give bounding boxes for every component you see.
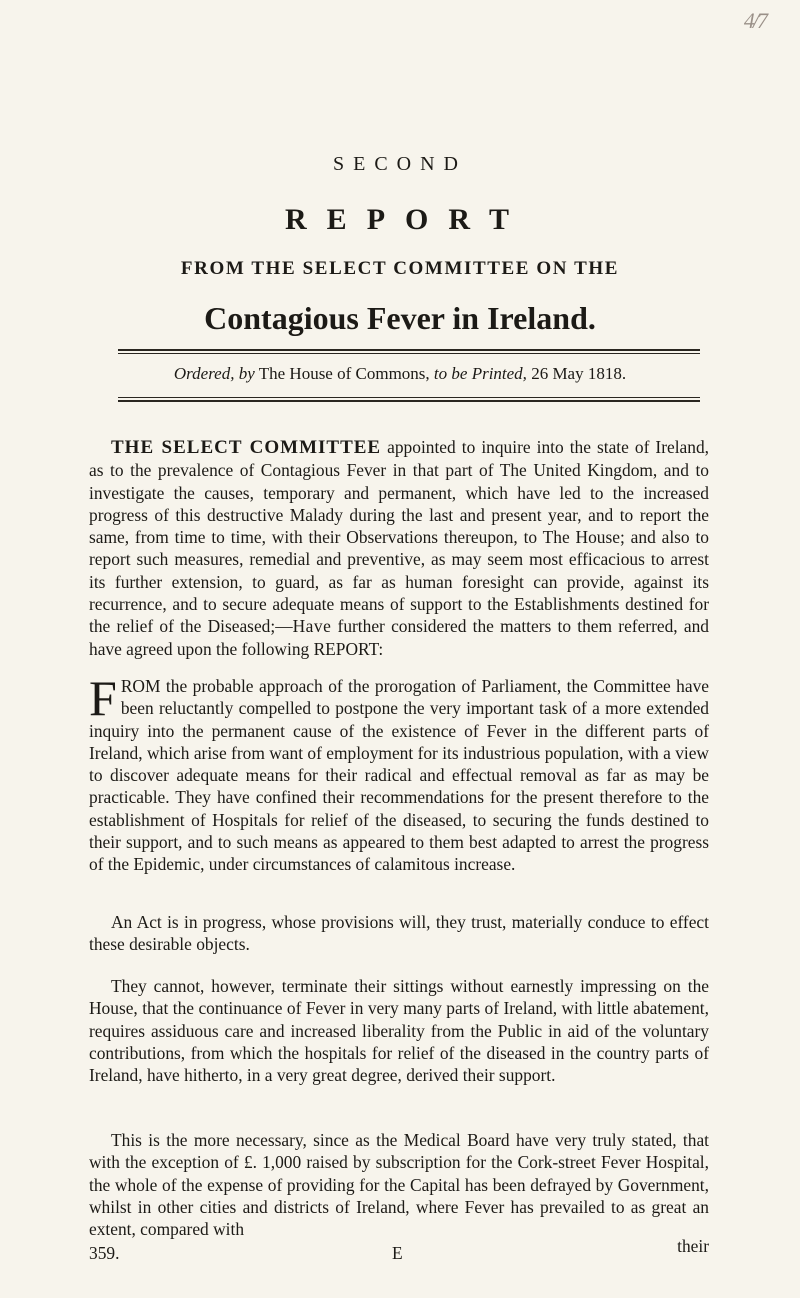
document-title: Contagious Fever in Ireland. xyxy=(204,300,596,336)
committee-report-word: REPORT: xyxy=(313,638,384,659)
heading-from-committee: FROM THE SELECT COMMITTEE ON THE xyxy=(180,258,620,279)
ordered-line xyxy=(0,364,800,384)
committee-have: Have xyxy=(292,616,332,637)
ordered-body: The House of Commons, xyxy=(258,364,430,383)
page-footer xyxy=(89,1236,709,1265)
catchword: their xyxy=(677,1236,709,1256)
signature-mark: E xyxy=(392,1243,403,1263)
ordered-prefix: Ordered, by xyxy=(173,364,255,383)
page-number: 359. xyxy=(89,1243,120,1263)
from-text: ROM the probable approach of the prorogation of Parliament, the Committee have been reluctantly compelled to postpone the very important task of a more extended inquiry into the permanent cause of the existence of Fever in the different parts of Ireland, which arise from want of employment for its industrious population, with a view to discover adequate means for their radical and effectual removal as far as may be practicable. They have confined their recommendations for the present therefore to the establishment of Hospitals for relief of the diseased, to securing the funds destined to their support, and to such means as appeared to them best adapted to arrest the progress of the Epidemic, under circumstances of calamitous increase. xyxy=(89,676,709,875)
paragraph-this: This is the more necessary, since as the Medical Board have very truly stated, that with the exception of £. 1,000 raised by subscription for the Cork-street Fever Hospital, the whole of the expense of providing for the Capital has been defrayed by Government, whilst in other cities and districts of Ireland, where Fever has prevailed to as great an extent, compared with xyxy=(89,1130,709,1240)
ordered-date: 26 May 1818. xyxy=(531,364,627,383)
committee-lead: THE SELECT COMMITTEE xyxy=(111,437,382,458)
ordered-printed: to be Printed, xyxy=(433,364,527,383)
double-rule-bottom xyxy=(118,397,700,402)
heading-report: REPORT xyxy=(285,203,529,236)
committee-text: appointed to inquire into the state of Ireland, as to the prevalence of Contagious Fever in that part of The United Kingdom, and to investigate the causes, temporary and permanent, which have led to the increased progress of this destructive Malady during the last and present year, and to report the same, from time to time, with their Observations thereupon, to The House; and also to report such measures, remedial and preventive, as may seem most efficacious to arrest its further extension, to guard, as far as human foresight can provide, against its recurrence, and to secure adequate means of support to the Establishments destined for the relief of the Diseased;— xyxy=(89,437,709,637)
paragraph-from xyxy=(89,670,709,876)
double-rule-top xyxy=(118,349,700,354)
paragraph-act: An Act is in progress, whose provisions will, they trust, materially conduce to effect these desirable objects. xyxy=(89,912,709,955)
committee-text-2: further considered the matters to them referred, and have agreed upon the following xyxy=(89,616,709,659)
paragraph-cannot: They cannot, however, terminate their sittings without earnestly impressing on the House, that the continuance of Fever in very many parts of Ireland, with little abatement, requires assiduous care and increased liberality from the Public in aid of the voluntary contributions, from which the hospitals for relief of the diseased in the country parts of Ireland, have hitherto, in a very great degree, derived their support. xyxy=(89,976,709,1086)
drop-cap: F xyxy=(89,670,117,726)
paragraph-committee xyxy=(89,436,709,660)
heading-second: SECOND xyxy=(332,153,467,175)
corner-mark: 4/7 xyxy=(743,8,766,33)
